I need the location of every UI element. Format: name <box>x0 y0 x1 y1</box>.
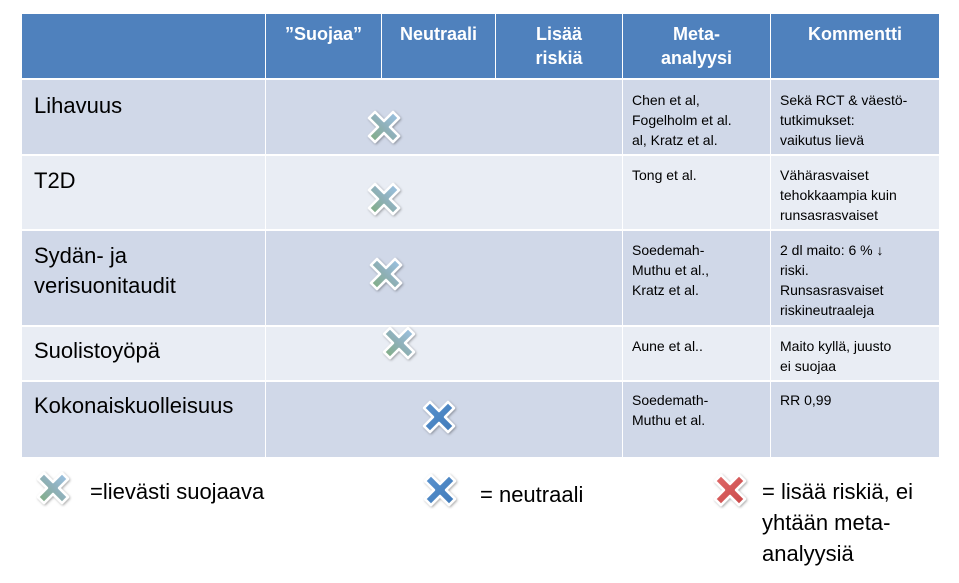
comment-cell <box>780 90 907 150</box>
column-divider <box>622 80 623 457</box>
meta-cell <box>632 390 708 430</box>
protective-x-icon <box>361 176 407 222</box>
header-cell-empty <box>22 14 265 78</box>
meta-cell <box>632 240 709 300</box>
meta-line: Tong et al. <box>632 167 697 183</box>
header-cell-kommentti: Kommentti <box>770 14 939 78</box>
neutral-x-icon <box>416 394 462 440</box>
header-meta-line2: analyysi <box>660 48 733 68</box>
comment-line: Sekä RCT & väestö- <box>780 92 908 108</box>
header-cell-lisaa-riskia <box>495 14 622 78</box>
protective-x-icon <box>363 251 409 297</box>
legend-risk-line: = lisää riskiä, ei <box>762 479 914 504</box>
meta-line: Muthu et al., <box>632 262 710 278</box>
column-divider <box>265 80 266 457</box>
header-cell-meta-analyysi <box>622 14 770 78</box>
meta-line: Fogelholm et al. <box>632 112 732 128</box>
legend-protective-x-icon <box>30 465 76 511</box>
column-divider <box>770 80 771 457</box>
protective-x-icon <box>361 104 407 150</box>
meta-line: al, Kratz et al. <box>632 132 718 148</box>
legend-risk-x-icon <box>707 467 753 513</box>
header-meta-line1: Meta- <box>672 24 720 44</box>
comment-line: riskineutraaleja <box>780 302 875 318</box>
comment-line: vaikutus lievä <box>780 132 865 148</box>
meta-line: Aune et al.. <box>632 338 703 354</box>
meta-line: Soedemath- <box>632 392 709 408</box>
legend-risk-line: analyysiä <box>762 541 854 566</box>
comment-line: 2 dl maito: 6 % ↓ <box>780 242 884 258</box>
header-lisaa-line1: Lisää <box>535 24 583 44</box>
meta-line: Chen et al, <box>632 92 700 108</box>
comment-cell <box>780 390 831 410</box>
legend-neutral-label: = neutraali <box>480 482 584 507</box>
meta-line: Muthu et al. <box>632 412 706 428</box>
row-label-t2d: T2D <box>34 168 76 193</box>
legend-neutral-x-icon <box>417 467 463 513</box>
header-cell-suojaa: ”Suojaa” <box>265 14 381 78</box>
legend-risk-line: yhtään meta- <box>762 510 891 535</box>
header-lisaa-line2: riskiä <box>535 48 583 68</box>
comment-line: RR 0,99 <box>780 392 832 408</box>
comment-line: Vähärasvaiset <box>780 167 869 183</box>
row-label-sydan-line2: verisuonitaudit <box>34 273 176 298</box>
header-cell-neutraali: Neutraali <box>381 14 495 78</box>
comment-cell <box>780 240 884 320</box>
row-label-sydan-line1: Sydän- ja <box>34 243 127 268</box>
protective-x-icon <box>376 320 422 366</box>
comment-line: tutkimukset: <box>780 112 855 128</box>
comment-line: Maito kyllä, juusto <box>780 338 892 354</box>
meta-line: Kratz et al. <box>632 282 699 298</box>
legend-risk-label <box>762 476 913 569</box>
comment-line: runsasrasvaiset <box>780 207 879 223</box>
comment-line: Runsasrasvaiset <box>780 282 884 298</box>
meta-cell <box>632 165 697 185</box>
comment-cell <box>780 336 891 376</box>
comment-line: tehokkaampia kuin <box>780 187 897 203</box>
meta-line: Soedemah- <box>632 242 705 258</box>
comment-line: riski. <box>780 262 809 278</box>
comment-line: ei suojaa <box>780 358 837 374</box>
row-label-kokonaiskuolleisuus: Kokonaiskuolleisuus <box>34 393 234 418</box>
row-label-lihavuus: Lihavuus <box>34 93 123 118</box>
comment-cell <box>780 165 897 225</box>
meta-cell <box>632 336 703 356</box>
row-label-suolistoyopa: Suolistoyöpä <box>34 338 160 363</box>
legend-protective-label: =lievästi suojaava <box>90 479 265 504</box>
meta-cell <box>632 90 732 150</box>
